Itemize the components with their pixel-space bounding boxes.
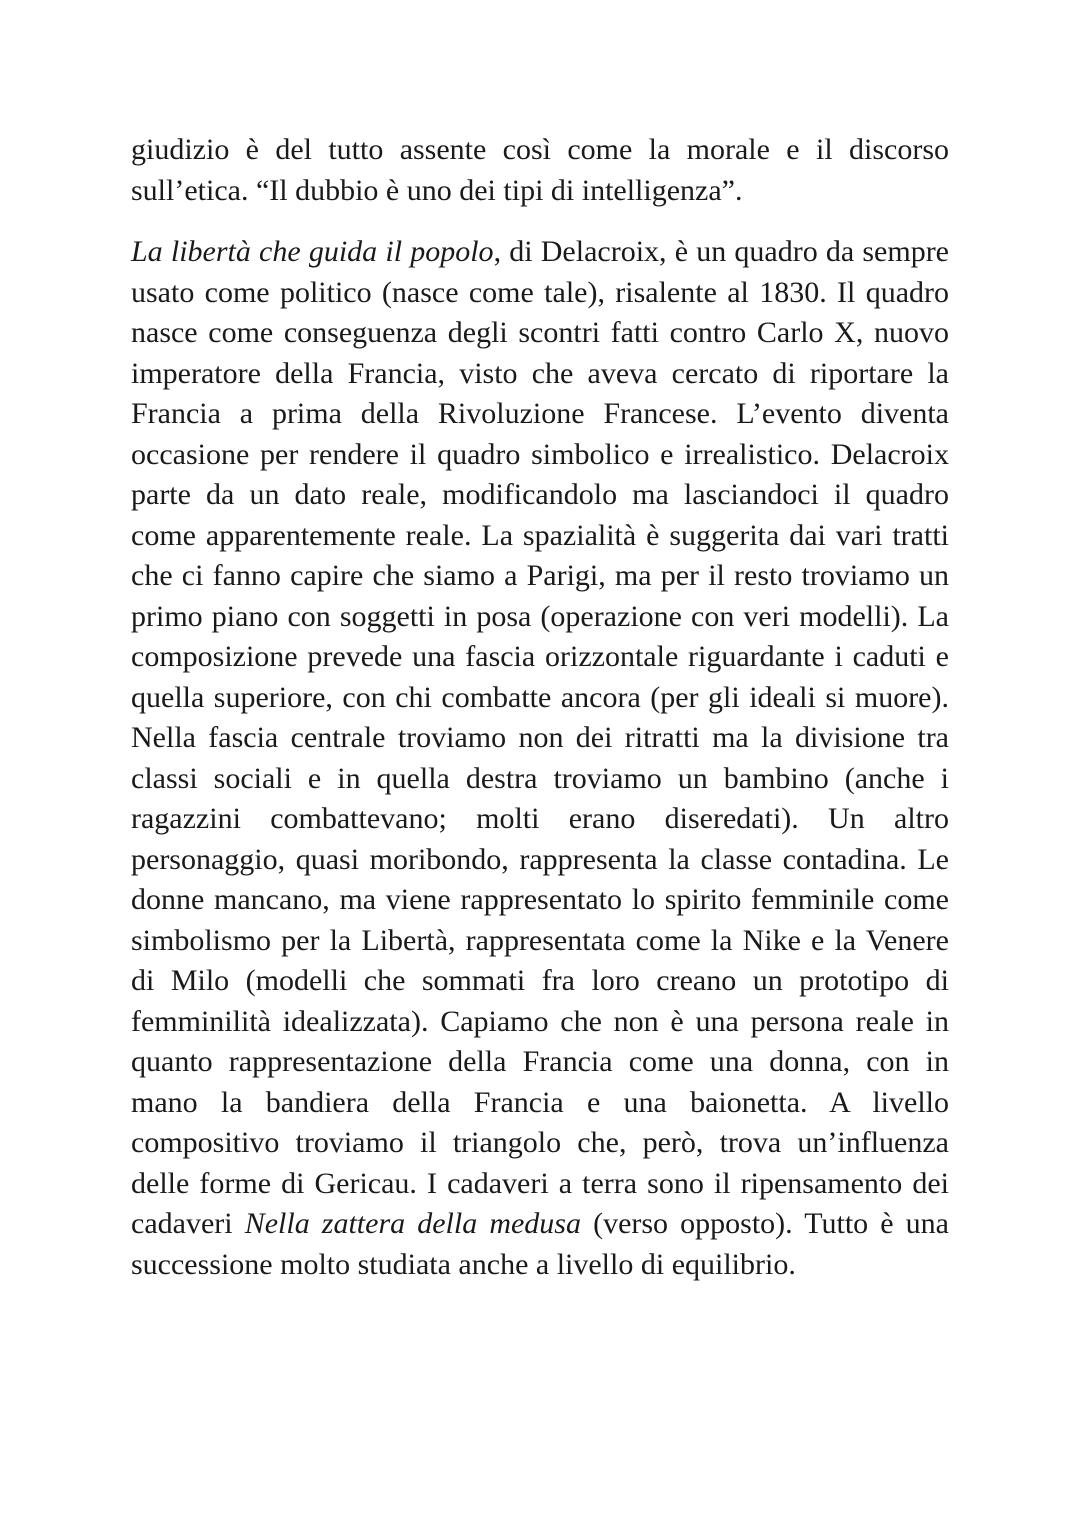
paragraph-intro — [131, 130, 949, 211]
artwork-title: La libertà che guida il popolo — [131, 235, 494, 268]
paragraph-text: (verso opposto). Tutto è una successione molto studiata anche a livello di equilibrio. — [131, 1207, 949, 1281]
paragraph-text: , di Delacroix, è un quadro da sempre usato come politico (nasce come tale), risalente al 1830. Il quadro nasce come conseguenza degli scontri fatti contro Carlo X, nuovo imperatore della Francia, visto che aveva cercato di riportare la Francia a prima della Rivoluzione Francese. L’evento diventa occasione per rendere il quadro simbolico e irrealistico. Delacroix parte da un dato reale, modificandolo ma lasciandoci il quadro come apparentemente reale. La spazialità è suggerita dai vari tratti che ci fanno capire che siamo a Parigi, ma per il resto troviamo un primo piano con soggetti in posa (operazione con veri modelli). La composizione prevede una fascia orizzontale riguardante i caduti e quella superiore, con chi combatte ancora (per gli ideali si muore). Nella fascia centrale troviamo non dei ritratti ma la divisione tra classi sociali e in quella destra troviamo un bambino (anche i ragazzini combattevano; molti erano diseredati). Un altro personaggio, quasi moribondo, rappresenta la classe contadina. Le donne mancano, ma viene rappresentato lo spirito femminile come simbolismo per la Libertà, rappresentata come la Nike e la Venere di Milo (modelli che sommati fra loro creano un prototipo di femminilità idealizzata). Capiamo che non è una persona reale in quanto rappresentazione della Francia come una donna, con in mano la bandiera della Francia e una baionetta. A livello compositivo troviamo il triangolo che, però, trova un’influenza delle forme di Gericau. I cadaveri a terra sono il ripensamento dei cadaveri — [131, 235, 949, 1240]
paragraph-text: giudizio è del tutto assente così come la morale e il discorso sull’etica. “Il dubbio è uno dei tipi di intelligenza”. — [131, 133, 949, 207]
paragraph-delacroix — [131, 232, 949, 1285]
artwork-title: Nella zattera della medusa — [244, 1207, 581, 1240]
document-page — [131, 130, 949, 1285]
